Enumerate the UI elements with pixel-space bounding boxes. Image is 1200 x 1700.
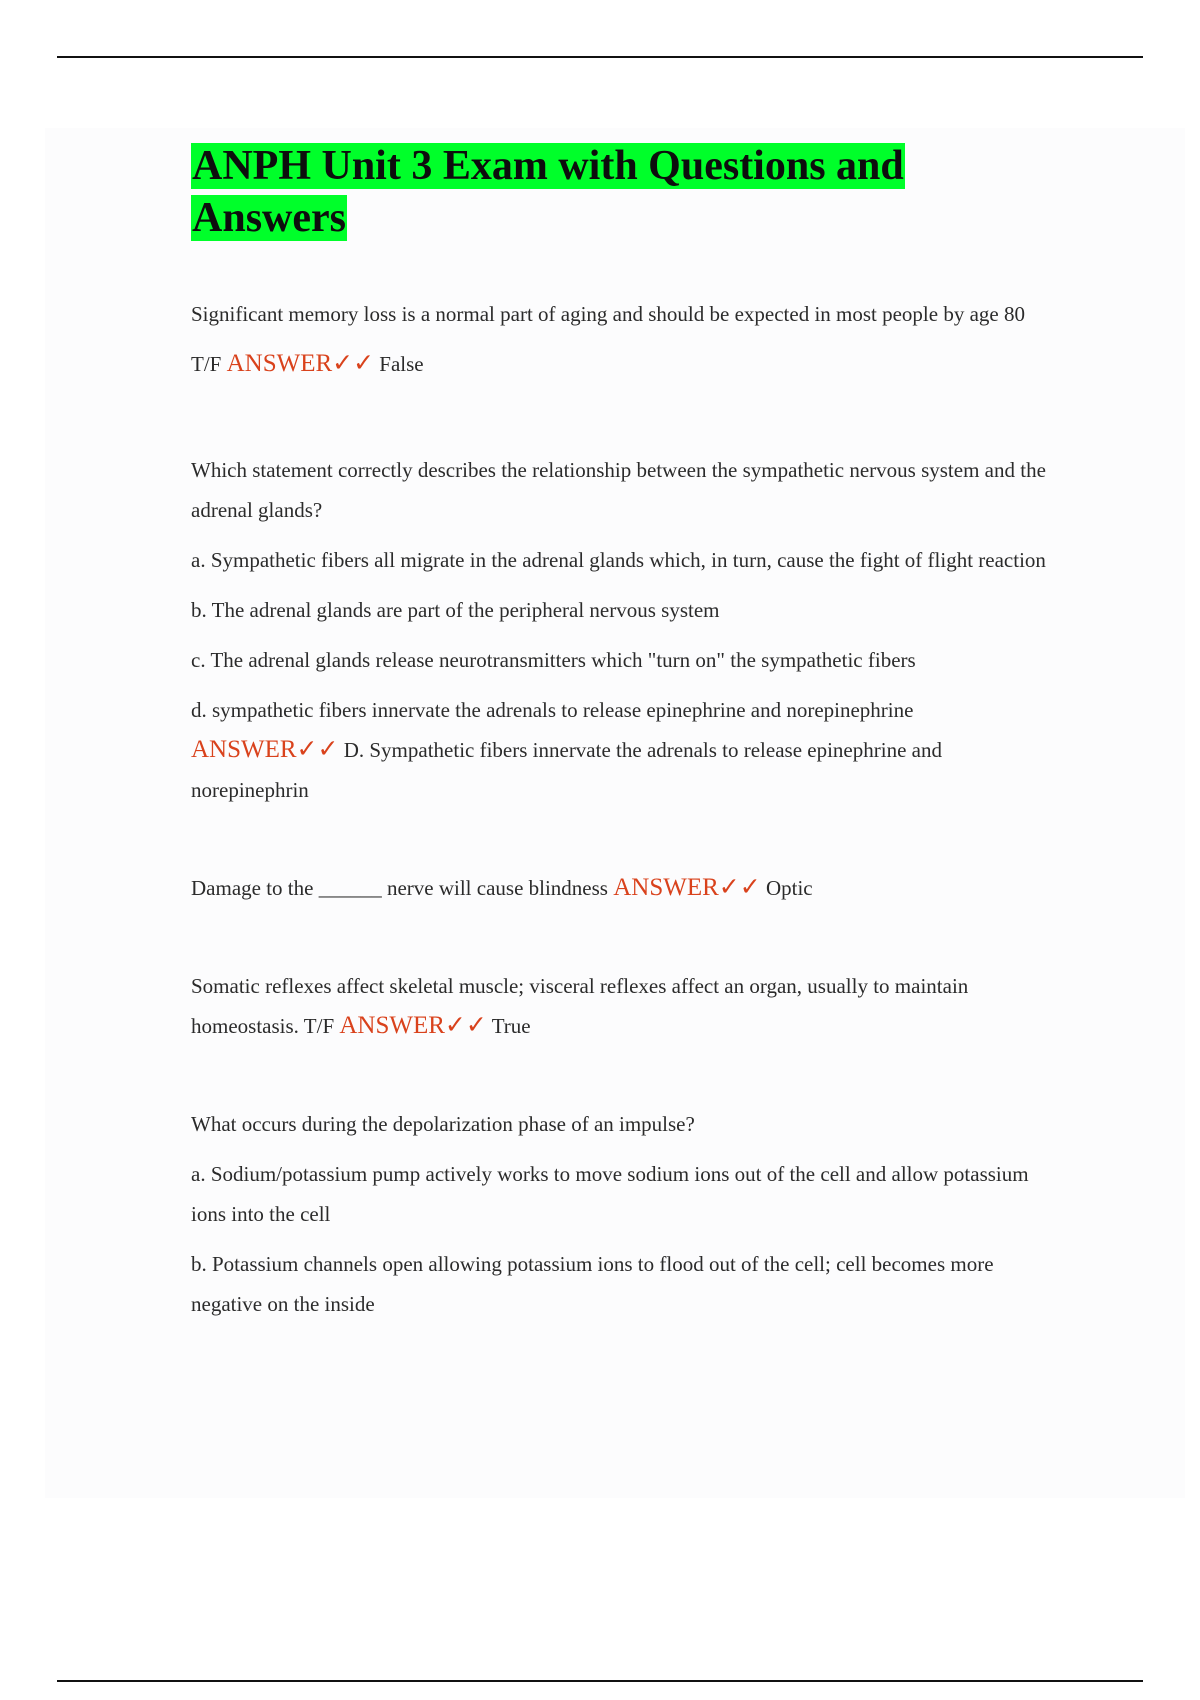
answer-marker: ANSWER✓✓	[613, 874, 761, 901]
document-title: ANPH Unit 3 Exam with Questions and Answers	[192, 143, 904, 241]
answer-marker: ANSWER✓✓	[226, 350, 375, 377]
answer-marker: ANSWER✓✓	[191, 736, 339, 763]
option-b: b. The adrenal glands are part of the peripheral nervous system	[191, 598, 720, 622]
question-block	[191, 1104, 1051, 1324]
answer-text: D. Sympathetic fibers innervate the adrenals to release epinephrine and norepinephrin	[191, 738, 942, 802]
question-block	[191, 294, 1051, 384]
option-c: c. The adrenal glands release neurotransmitters which "turn on" the sympathetic fibers	[191, 648, 916, 672]
option-b: b. Potassium channels open allowing potassium ions to flood out of the cell; cell becomes more negative on the inside	[191, 1252, 994, 1316]
question-text: Which statement correctly describes the relationship between the sympathetic nervous system and the adrenal glands?	[191, 458, 1046, 522]
question-text: Somatic reflexes affect skeletal muscle; visceral reflexes affect an organ, usually to maintain homeostasis. T/F	[191, 974, 969, 1038]
answer-text: False	[379, 352, 424, 376]
footer-rule	[57, 1680, 1143, 1682]
document-body	[191, 140, 1051, 1324]
option-d: d. sympathetic fibers innervate the adrenals to release epinephrine and norepinephrine	[191, 698, 914, 722]
answer-line	[191, 730, 1051, 810]
header-rule	[57, 56, 1143, 58]
answer-line	[191, 966, 1051, 1046]
answer-line	[191, 868, 1051, 908]
answer-text: Optic	[765, 876, 813, 900]
option-a: a. Sympathetic fibers all migrate in the adrenal glands which, in turn, cause the fight of flight reaction	[191, 548, 1046, 572]
question-text: What occurs during the depolarization phase of an impulse?	[191, 1112, 695, 1136]
question-block	[191, 868, 1051, 908]
answer-line: T/F ANSWER✓✓ False	[191, 350, 424, 377]
question-text: Significant memory loss is a normal part of aging and should be expected in most people by age 80	[191, 302, 1025, 326]
answer-marker: ANSWER✓✓	[339, 1012, 487, 1039]
option-a: a. Sodium/potassium pump actively works to move sodium ions out of the cell and allow potassium ions into the cell	[191, 1162, 1029, 1226]
question-text: Damage to the ______ nerve will cause blindness	[191, 876, 608, 900]
answer-text: True	[491, 1014, 531, 1038]
question-block	[191, 966, 1051, 1046]
question-block	[191, 450, 1051, 810]
